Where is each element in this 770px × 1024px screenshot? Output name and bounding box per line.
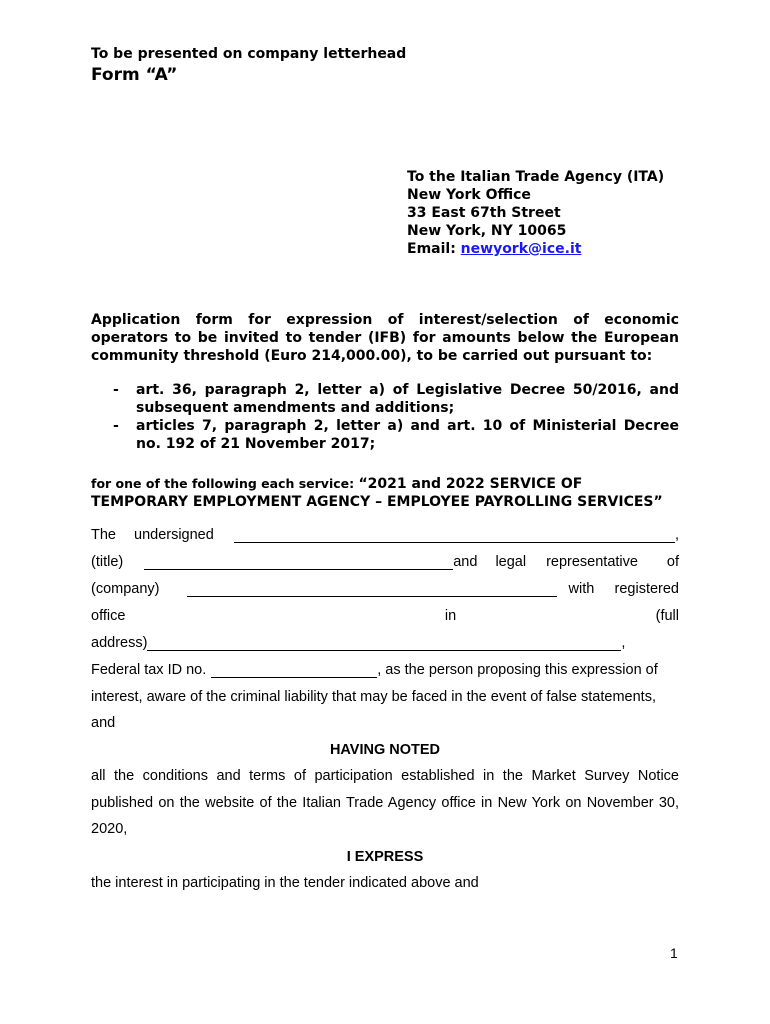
in-word: in (444, 608, 457, 624)
service-prefix: for one of the following each service: (91, 476, 359, 491)
with-word: with (568, 581, 595, 597)
email-link[interactable]: newyork@ice.it (460, 241, 582, 257)
bullet-text: articles 7, paragraph 2, letter a) and art. 10 of Ministerial Decree no. 192 of 21 November 2017; (136, 418, 679, 452)
address-field[interactable] (147, 636, 621, 651)
undersigned-word-2: undersigned (134, 527, 214, 543)
tax-label: Federal tax ID no. (91, 662, 207, 678)
and-text: and (91, 715, 116, 731)
tax-id-field[interactable] (211, 663, 377, 678)
and-row (91, 715, 679, 731)
form-title: Form “A” (91, 65, 178, 85)
undersigned-comma: , (674, 527, 679, 543)
undersigned-row (91, 527, 679, 543)
of-word: of (666, 554, 679, 570)
legal-references-list (91, 381, 679, 453)
i-express-text: the interest in participating in the tender indicated above and (91, 875, 479, 891)
having-noted-text: all the conditions and terms of participation established in the Market Survey Notice published on the website of the Italian Trade Agency office in New York on November 30, 2020, (91, 768, 679, 838)
letterhead-note: To be presented on company letterhead (91, 46, 407, 62)
address-label: address) (91, 635, 148, 651)
undersigned-name-field[interactable] (234, 528, 675, 543)
company-field[interactable] (187, 582, 557, 597)
title-label: (title) (91, 554, 124, 570)
recipient-line-1: To the Italian Trade Agency (ITA) (407, 169, 665, 185)
service-paragraph (91, 475, 679, 511)
recipient-line-2: New York Office (407, 187, 531, 203)
office-row (91, 608, 679, 624)
recipient-line-3: 33 East 67th Street (407, 205, 561, 221)
aware-text: interest, aware of the criminal liability that may be faced in the event of false statements, (91, 689, 656, 705)
legal-word: legal (495, 554, 527, 570)
title-field[interactable] (144, 555, 453, 570)
bullet-dash: - (113, 382, 119, 398)
service-name: “2021 and 2022 SERVICE OF TEMPORARY EMPLOYMENT AGENCY – EMPLOYEE PAYROLLING SERVICES” (91, 476, 663, 510)
intro-paragraph: Application form for expression of interest/selection of economic operators to be invited to tender (IFB) for amounts below the European community threshold (Euro 214,000.00), to be carried out pursuant to: (91, 312, 679, 364)
bullet-dash: - (113, 418, 119, 434)
undersigned-word-1: The (91, 527, 116, 543)
company-row (91, 581, 679, 597)
and-word: and (453, 554, 478, 570)
email-label: Email: (407, 241, 456, 257)
tax-row (91, 662, 679, 678)
aware-row (91, 689, 679, 705)
office-word: office (91, 608, 126, 624)
page-number: 1 (670, 945, 678, 961)
list-item (91, 417, 679, 453)
i-express-heading: I EXPRESS (346, 849, 424, 865)
list-item (91, 381, 679, 417)
title-row (91, 554, 679, 570)
having-noted-heading: HAVING NOTED (329, 742, 441, 758)
address-row (91, 635, 679, 651)
registered-word: registered (614, 581, 679, 597)
recipient-address (407, 168, 664, 258)
company-label: (company) (91, 581, 160, 597)
recipient-line-4: New York, NY 10065 (407, 223, 567, 239)
bullet-text: art. 36, paragraph 2, letter a) of Legislative Decree 50/2016, and subsequent amendments and additions; (136, 382, 679, 416)
full-word: (full (655, 608, 679, 624)
address-comma: , (621, 635, 626, 651)
tax-after-text: , as the person proposing this expression of (377, 662, 658, 678)
representative-word: representative (546, 554, 638, 570)
recipient-email-line (407, 240, 664, 258)
